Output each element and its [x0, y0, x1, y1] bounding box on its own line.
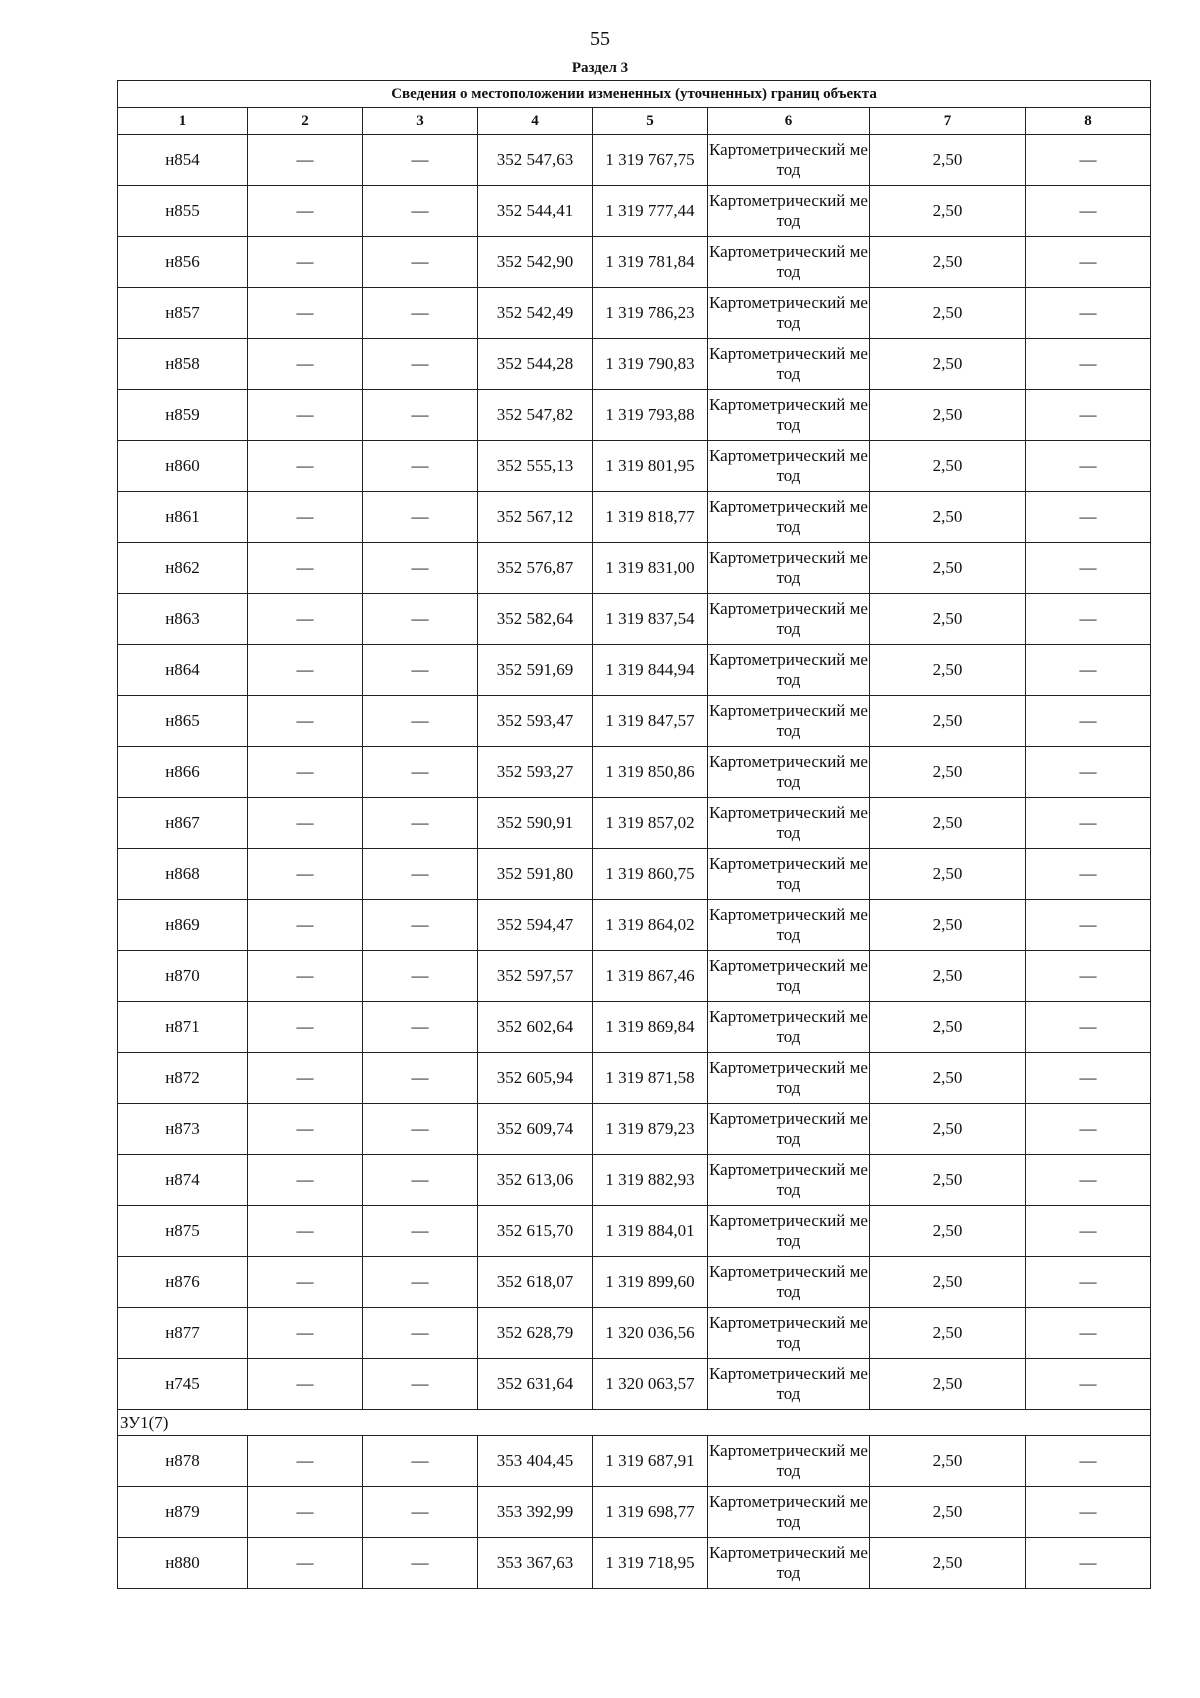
- method-cell: Картометрический метод: [708, 645, 870, 696]
- column-3-cell: —: [363, 390, 478, 441]
- table-row: [118, 1487, 1151, 1538]
- table-row: [118, 1436, 1151, 1487]
- x-coordinate-cell: 352 547,63: [478, 135, 593, 186]
- x-coordinate-cell: 352 615,70: [478, 1206, 593, 1257]
- table-row: [118, 696, 1151, 747]
- accuracy-cell: 2,50: [870, 1002, 1026, 1053]
- method-cell: Картометрический метод: [708, 135, 870, 186]
- column-2-cell: —: [248, 1538, 363, 1589]
- method-cell: Картометрический метод: [708, 1308, 870, 1359]
- column-3-cell: —: [363, 900, 478, 951]
- x-coordinate-cell: 352 582,64: [478, 594, 593, 645]
- table-row: [118, 1538, 1151, 1589]
- x-coordinate-cell: 352 547,82: [478, 390, 593, 441]
- table-row: [118, 594, 1151, 645]
- method-cell: Картометрический метод: [708, 1257, 870, 1308]
- column-8-cell: —: [1026, 390, 1151, 441]
- column-8-cell: —: [1026, 1104, 1151, 1155]
- point-number-cell: н876: [118, 1257, 248, 1308]
- column-3-cell: —: [363, 1206, 478, 1257]
- x-coordinate-cell: 352 628,79: [478, 1308, 593, 1359]
- column-3-cell: —: [363, 1487, 478, 1538]
- table-row: [118, 645, 1151, 696]
- method-cell: Картометрический метод: [708, 441, 870, 492]
- y-coordinate-cell: 1 319 899,60: [593, 1257, 708, 1308]
- method-cell: Картометрический метод: [708, 798, 870, 849]
- column-header-row: [118, 108, 1151, 135]
- column-3-cell: —: [363, 492, 478, 543]
- accuracy-cell: 2,50: [870, 1487, 1026, 1538]
- column-3-cell: —: [363, 849, 478, 900]
- column-8-cell: —: [1026, 339, 1151, 390]
- column-2-cell: —: [248, 186, 363, 237]
- method-cell: Картометрический метод: [708, 339, 870, 390]
- column-8-cell: —: [1026, 798, 1151, 849]
- table-caption: Сведения о местоположении измененных (уточненных) границ объекта: [118, 81, 1151, 108]
- method-cell: Картометрический метод: [708, 1053, 870, 1104]
- accuracy-cell: 2,50: [870, 747, 1026, 798]
- x-coordinate-cell: 353 367,63: [478, 1538, 593, 1589]
- table-row: [118, 900, 1151, 951]
- method-cell: Картометрический метод: [708, 696, 870, 747]
- y-coordinate-cell: 1 319 869,84: [593, 1002, 708, 1053]
- point-number-cell: н854: [118, 135, 248, 186]
- method-cell: Картометрический метод: [708, 237, 870, 288]
- x-coordinate-cell: 352 567,12: [478, 492, 593, 543]
- point-number-cell: н867: [118, 798, 248, 849]
- table-row: [118, 798, 1151, 849]
- column-2-cell: —: [248, 237, 363, 288]
- y-coordinate-cell: 1 319 793,88: [593, 390, 708, 441]
- method-cell: Картометрический метод: [708, 1359, 870, 1410]
- x-coordinate-cell: 352 631,64: [478, 1359, 593, 1410]
- column-3-cell: —: [363, 951, 478, 1002]
- x-coordinate-cell: 352 542,49: [478, 288, 593, 339]
- table-row: [118, 1206, 1151, 1257]
- column-2-cell: —: [248, 1436, 363, 1487]
- point-number-cell: н864: [118, 645, 248, 696]
- group-label: ЗУ1(7): [118, 1410, 1151, 1436]
- point-number-cell: н862: [118, 543, 248, 594]
- table-row: [118, 747, 1151, 798]
- point-number-cell: н880: [118, 1538, 248, 1589]
- column-2-cell: —: [248, 288, 363, 339]
- table-row: [118, 543, 1151, 594]
- column-8-cell: —: [1026, 288, 1151, 339]
- column-2-cell: —: [248, 390, 363, 441]
- accuracy-cell: 2,50: [870, 1538, 1026, 1589]
- table-row: [118, 135, 1151, 186]
- y-coordinate-cell: 1 319 847,57: [593, 696, 708, 747]
- method-cell: Картометрический метод: [708, 1002, 870, 1053]
- accuracy-cell: 2,50: [870, 543, 1026, 594]
- column-2-cell: —: [248, 1104, 363, 1155]
- point-number-cell: н863: [118, 594, 248, 645]
- accuracy-cell: 2,50: [870, 900, 1026, 951]
- accuracy-cell: 2,50: [870, 186, 1026, 237]
- column-2-cell: —: [248, 1359, 363, 1410]
- y-coordinate-cell: 1 319 786,23: [593, 288, 708, 339]
- column-2-cell: —: [248, 492, 363, 543]
- table-row: [118, 849, 1151, 900]
- column-8-cell: —: [1026, 849, 1151, 900]
- y-coordinate-cell: 1 319 850,86: [593, 747, 708, 798]
- table-row: [118, 1359, 1151, 1410]
- y-coordinate-cell: 1 319 860,75: [593, 849, 708, 900]
- page-number: 55: [590, 28, 610, 50]
- method-cell: Картометрический метод: [708, 492, 870, 543]
- method-cell: Картометрический метод: [708, 747, 870, 798]
- column-8-cell: —: [1026, 1436, 1151, 1487]
- x-coordinate-cell: 353 404,45: [478, 1436, 593, 1487]
- method-cell: Картометрический метод: [708, 390, 870, 441]
- column-3-cell: —: [363, 1359, 478, 1410]
- table-row: [118, 1257, 1151, 1308]
- y-coordinate-cell: 1 319 831,00: [593, 543, 708, 594]
- column-8-cell: —: [1026, 1308, 1151, 1359]
- accuracy-cell: 2,50: [870, 594, 1026, 645]
- column-header: 1: [118, 108, 248, 135]
- column-3-cell: —: [363, 339, 478, 390]
- column-3-cell: —: [363, 798, 478, 849]
- column-8-cell: —: [1026, 1359, 1151, 1410]
- x-coordinate-cell: 352 593,47: [478, 696, 593, 747]
- y-coordinate-cell: 1 319 864,02: [593, 900, 708, 951]
- x-coordinate-cell: 352 591,80: [478, 849, 593, 900]
- column-2-cell: —: [248, 543, 363, 594]
- table-row: [118, 1053, 1151, 1104]
- accuracy-cell: 2,50: [870, 288, 1026, 339]
- y-coordinate-cell: 1 319 882,93: [593, 1155, 708, 1206]
- table-row: [118, 390, 1151, 441]
- x-coordinate-cell: 352 555,13: [478, 441, 593, 492]
- column-8-cell: —: [1026, 1206, 1151, 1257]
- accuracy-cell: 2,50: [870, 1155, 1026, 1206]
- accuracy-cell: 2,50: [870, 1257, 1026, 1308]
- point-number-cell: н859: [118, 390, 248, 441]
- column-8-cell: —: [1026, 1053, 1151, 1104]
- point-number-cell: н865: [118, 696, 248, 747]
- column-8-cell: —: [1026, 1487, 1151, 1538]
- column-3-cell: —: [363, 1308, 478, 1359]
- y-coordinate-cell: 1 319 867,46: [593, 951, 708, 1002]
- column-header: 4: [478, 108, 593, 135]
- column-3-cell: —: [363, 288, 478, 339]
- y-coordinate-cell: 1 319 857,02: [593, 798, 708, 849]
- column-2-cell: —: [248, 441, 363, 492]
- column-3-cell: —: [363, 135, 478, 186]
- point-number-cell: н871: [118, 1002, 248, 1053]
- table-row: [118, 1155, 1151, 1206]
- table-row: [118, 237, 1151, 288]
- column-8-cell: —: [1026, 900, 1151, 951]
- method-cell: Картометрический метод: [708, 1538, 870, 1589]
- column-2-cell: —: [248, 1206, 363, 1257]
- method-cell: Картометрический метод: [708, 900, 870, 951]
- y-coordinate-cell: 1 319 767,75: [593, 135, 708, 186]
- x-coordinate-cell: 352 613,06: [478, 1155, 593, 1206]
- column-8-cell: —: [1026, 543, 1151, 594]
- accuracy-cell: 2,50: [870, 849, 1026, 900]
- column-2-cell: —: [248, 798, 363, 849]
- column-3-cell: —: [363, 594, 478, 645]
- x-coordinate-cell: 352 618,07: [478, 1257, 593, 1308]
- column-2-cell: —: [248, 900, 363, 951]
- point-number-cell: н875: [118, 1206, 248, 1257]
- x-coordinate-cell: 352 597,57: [478, 951, 593, 1002]
- column-3-cell: —: [363, 1155, 478, 1206]
- column-8-cell: —: [1026, 1155, 1151, 1206]
- column-2-cell: —: [248, 645, 363, 696]
- column-8-cell: —: [1026, 645, 1151, 696]
- column-2-cell: —: [248, 339, 363, 390]
- x-coordinate-cell: 352 593,27: [478, 747, 593, 798]
- accuracy-cell: 2,50: [870, 339, 1026, 390]
- y-coordinate-cell: 1 319 777,44: [593, 186, 708, 237]
- y-coordinate-cell: 1 319 781,84: [593, 237, 708, 288]
- column-8-cell: —: [1026, 951, 1151, 1002]
- accuracy-cell: 2,50: [870, 1436, 1026, 1487]
- accuracy-cell: 2,50: [870, 696, 1026, 747]
- column-2-cell: —: [248, 1053, 363, 1104]
- table-row: [118, 1002, 1151, 1053]
- table-row: [118, 492, 1151, 543]
- column-2-cell: —: [248, 1257, 363, 1308]
- column-2-cell: —: [248, 594, 363, 645]
- column-header: 3: [363, 108, 478, 135]
- method-cell: Картометрический метод: [708, 186, 870, 237]
- column-3-cell: —: [363, 1104, 478, 1155]
- column-header: 5: [593, 108, 708, 135]
- column-8-cell: —: [1026, 237, 1151, 288]
- point-number-cell: н857: [118, 288, 248, 339]
- point-number-cell: н858: [118, 339, 248, 390]
- y-coordinate-cell: 1 319 687,91: [593, 1436, 708, 1487]
- method-cell: Картометрический метод: [708, 951, 870, 1002]
- x-coordinate-cell: 352 542,90: [478, 237, 593, 288]
- column-2-cell: —: [248, 135, 363, 186]
- accuracy-cell: 2,50: [870, 390, 1026, 441]
- column-8-cell: —: [1026, 441, 1151, 492]
- point-number-cell: н861: [118, 492, 248, 543]
- x-coordinate-cell: 352 594,47: [478, 900, 593, 951]
- x-coordinate-cell: 352 544,28: [478, 339, 593, 390]
- y-coordinate-cell: 1 320 063,57: [593, 1359, 708, 1410]
- x-coordinate-cell: 352 590,91: [478, 798, 593, 849]
- column-3-cell: —: [363, 237, 478, 288]
- y-coordinate-cell: 1 319 801,95: [593, 441, 708, 492]
- accuracy-cell: 2,50: [870, 135, 1026, 186]
- y-coordinate-cell: 1 319 837,54: [593, 594, 708, 645]
- point-number-cell: н860: [118, 441, 248, 492]
- point-number-cell: н878: [118, 1436, 248, 1487]
- point-number-cell: н855: [118, 186, 248, 237]
- group-label-row: [118, 1410, 1151, 1436]
- y-coordinate-cell: 1 319 884,01: [593, 1206, 708, 1257]
- point-number-cell: н869: [118, 900, 248, 951]
- method-cell: Картометрический метод: [708, 1155, 870, 1206]
- column-2-cell: —: [248, 747, 363, 798]
- point-number-cell: н745: [118, 1359, 248, 1410]
- column-3-cell: —: [363, 1436, 478, 1487]
- point-number-cell: н868: [118, 849, 248, 900]
- column-3-cell: —: [363, 696, 478, 747]
- y-coordinate-cell: 1 319 871,58: [593, 1053, 708, 1104]
- method-cell: Картометрический метод: [708, 849, 870, 900]
- column-8-cell: —: [1026, 135, 1151, 186]
- point-number-cell: н856: [118, 237, 248, 288]
- method-cell: Картометрический метод: [708, 1104, 870, 1155]
- table-row: [118, 339, 1151, 390]
- y-coordinate-cell: 1 320 036,56: [593, 1308, 708, 1359]
- column-8-cell: —: [1026, 1257, 1151, 1308]
- column-3-cell: —: [363, 543, 478, 594]
- accuracy-cell: 2,50: [870, 237, 1026, 288]
- column-2-cell: —: [248, 1308, 363, 1359]
- column-3-cell: —: [363, 645, 478, 696]
- accuracy-cell: 2,50: [870, 645, 1026, 696]
- column-8-cell: —: [1026, 492, 1151, 543]
- column-2-cell: —: [248, 1155, 363, 1206]
- column-8-cell: —: [1026, 696, 1151, 747]
- x-coordinate-cell: 352 591,69: [478, 645, 593, 696]
- table-row: [118, 288, 1151, 339]
- point-number-cell: н877: [118, 1308, 248, 1359]
- method-cell: Картометрический метод: [708, 543, 870, 594]
- column-8-cell: —: [1026, 1002, 1151, 1053]
- x-coordinate-cell: 352 576,87: [478, 543, 593, 594]
- column-2-cell: —: [248, 696, 363, 747]
- y-coordinate-cell: 1 319 718,95: [593, 1538, 708, 1589]
- column-3-cell: —: [363, 747, 478, 798]
- method-cell: Картометрический метод: [708, 288, 870, 339]
- table-row: [118, 1104, 1151, 1155]
- y-coordinate-cell: 1 319 844,94: [593, 645, 708, 696]
- x-coordinate-cell: 353 392,99: [478, 1487, 593, 1538]
- table-row: [118, 186, 1151, 237]
- method-cell: Картометрический метод: [708, 1206, 870, 1257]
- column-3-cell: —: [363, 186, 478, 237]
- column-header: 7: [870, 108, 1026, 135]
- accuracy-cell: 2,50: [870, 492, 1026, 543]
- column-header: 6: [708, 108, 870, 135]
- point-number-cell: н872: [118, 1053, 248, 1104]
- accuracy-cell: 2,50: [870, 1053, 1026, 1104]
- accuracy-cell: 2,50: [870, 1308, 1026, 1359]
- column-header: 8: [1026, 108, 1151, 135]
- column-3-cell: —: [363, 1538, 478, 1589]
- y-coordinate-cell: 1 319 698,77: [593, 1487, 708, 1538]
- x-coordinate-cell: 352 609,74: [478, 1104, 593, 1155]
- table-row: [118, 441, 1151, 492]
- column-2-cell: —: [248, 1002, 363, 1053]
- column-2-cell: —: [248, 849, 363, 900]
- accuracy-cell: 2,50: [870, 1206, 1026, 1257]
- column-3-cell: —: [363, 441, 478, 492]
- column-3-cell: —: [363, 1002, 478, 1053]
- accuracy-cell: 2,50: [870, 441, 1026, 492]
- y-coordinate-cell: 1 319 790,83: [593, 339, 708, 390]
- column-3-cell: —: [363, 1257, 478, 1308]
- column-8-cell: —: [1026, 594, 1151, 645]
- x-coordinate-cell: 352 605,94: [478, 1053, 593, 1104]
- section-title: Раздел 3: [571, 60, 629, 76]
- accuracy-cell: 2,50: [870, 1104, 1026, 1155]
- method-cell: Картометрический метод: [708, 594, 870, 645]
- y-coordinate-cell: 1 319 879,23: [593, 1104, 708, 1155]
- x-coordinate-cell: 352 544,41: [478, 186, 593, 237]
- column-8-cell: —: [1026, 186, 1151, 237]
- table-row: [118, 951, 1151, 1002]
- point-number-cell: н866: [118, 747, 248, 798]
- column-8-cell: —: [1026, 747, 1151, 798]
- y-coordinate-cell: 1 319 818,77: [593, 492, 708, 543]
- accuracy-cell: 2,50: [870, 798, 1026, 849]
- point-number-cell: н879: [118, 1487, 248, 1538]
- table-row: [118, 1308, 1151, 1359]
- coordinates-table: [117, 80, 1151, 1589]
- column-3-cell: —: [363, 1053, 478, 1104]
- column-2-cell: —: [248, 951, 363, 1002]
- column-header: 2: [248, 108, 363, 135]
- x-coordinate-cell: 352 602,64: [478, 1002, 593, 1053]
- method-cell: Картометрический метод: [708, 1436, 870, 1487]
- point-number-cell: н874: [118, 1155, 248, 1206]
- column-8-cell: —: [1026, 1538, 1151, 1589]
- method-cell: Картометрический метод: [708, 1487, 870, 1538]
- column-2-cell: —: [248, 1487, 363, 1538]
- point-number-cell: н873: [118, 1104, 248, 1155]
- table-caption-row: [118, 81, 1151, 108]
- point-number-cell: н870: [118, 951, 248, 1002]
- accuracy-cell: 2,50: [870, 951, 1026, 1002]
- accuracy-cell: 2,50: [870, 1359, 1026, 1410]
